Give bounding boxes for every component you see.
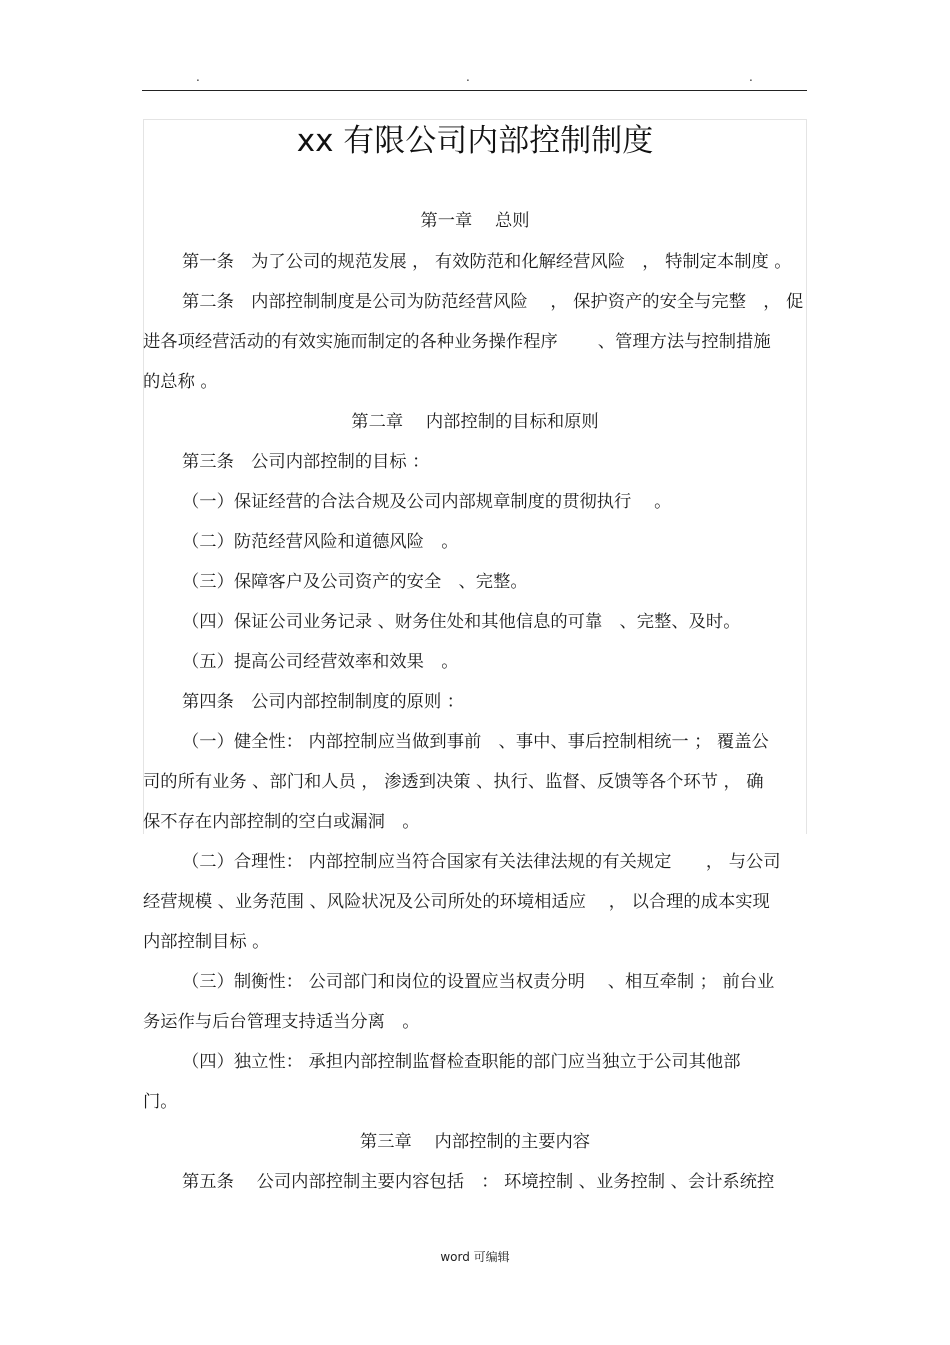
- article-3: 第三条 公司内部控制的目标 ：: [182, 452, 430, 472]
- chapter-3-heading: 第三章 内部控制的主要内容: [359, 1132, 591, 1152]
- page-footer: word 可编辑: [440, 1250, 510, 1264]
- chapter-1-heading: 第一章 总则: [420, 211, 530, 231]
- article-2-line-1: 第二条 内部控制制度是公司为防范经营风险 ， 保护资产的安全与完整 ， 促: [182, 292, 804, 312]
- article-3-item-3: （三）保障客户及公司资产的安全 、完整。: [182, 572, 528, 592]
- article-4-item-2-line-3: 内部控制目标 。: [143, 932, 270, 952]
- article-3-item-5: （五）提高公司经营效率和效果 。: [182, 652, 459, 672]
- article-4-item-1-line-3: 保不存在内部控制的空白或漏洞 。: [143, 812, 420, 832]
- article-3-item-1: （一）保证经营的合法合规及公司内部规章制度的贯彻执行 。: [182, 492, 672, 512]
- article-4-item-1-line-1: （一）健全性： 内部控制应当做到事前 、事中、事后控制相统一 ； 覆盖公: [182, 732, 769, 752]
- article-3-item-4: （四）保证公司业务记录 、财务住处和其他信息的可靠 、完整、及时。: [182, 612, 741, 632]
- header-dot-center: .: [466, 70, 470, 84]
- header-dot-left: .: [196, 70, 200, 84]
- article-3-item-2: （二）防范经营风险和道德风险 。: [182, 532, 459, 552]
- article-2-line-2: 进各项经营活动的有效实施而制定的各种业务操作程序 、管理方法与控制措施: [143, 332, 771, 352]
- article-1: 第一条 为了公司的规范发展 ， 有效防范和化解经营风险 ， 特制定本制度 。: [182, 252, 792, 272]
- article-4-item-2-line-1: （二）合理性： 内部控制应当符合国家有关法律法规的有关规定 ， 与公司: [182, 852, 781, 872]
- article-4-item-4-line-1: （四）独立性： 承担内部控制监督检查职能的部门应当独立于公司其他部: [182, 1052, 741, 1072]
- header-rule: [142, 90, 807, 91]
- article-4-item-3-line-1: （三）制衡性： 公司部门和岗位的设置应当权责分明 、相互牵制 ； 前台业: [182, 972, 775, 992]
- article-4-item-3-line-2: 务运作与后台管理支持适当分离 。: [143, 1012, 420, 1032]
- header-dot-right: .: [749, 70, 753, 84]
- article-2-line-3: 的总称 。: [143, 372, 218, 392]
- article-5-line-1: 第五条 公司内部控制主要内容包括 ： 环境控制 、业务控制 、会计系统控: [182, 1172, 775, 1192]
- article-4-item-1-line-2: 司的所有业务 、部门和人员 ， 渗透到决策 、执行、监督、反馈等各个环节 ， 确: [143, 772, 764, 792]
- article-4-item-4-line-2: 门。: [143, 1092, 178, 1112]
- article-4-item-2-line-2: 经营规模 、业务范围 、风险状况及公司所处的环境相适应 ， 以合理的成本实现: [143, 892, 770, 912]
- document-title: xx 有限公司内部控制制度: [296, 123, 654, 159]
- article-4: 第四条 公司内部控制制度的原则 ：: [182, 692, 464, 712]
- chapter-2-heading: 第二章 内部控制的目标和原则: [351, 412, 599, 432]
